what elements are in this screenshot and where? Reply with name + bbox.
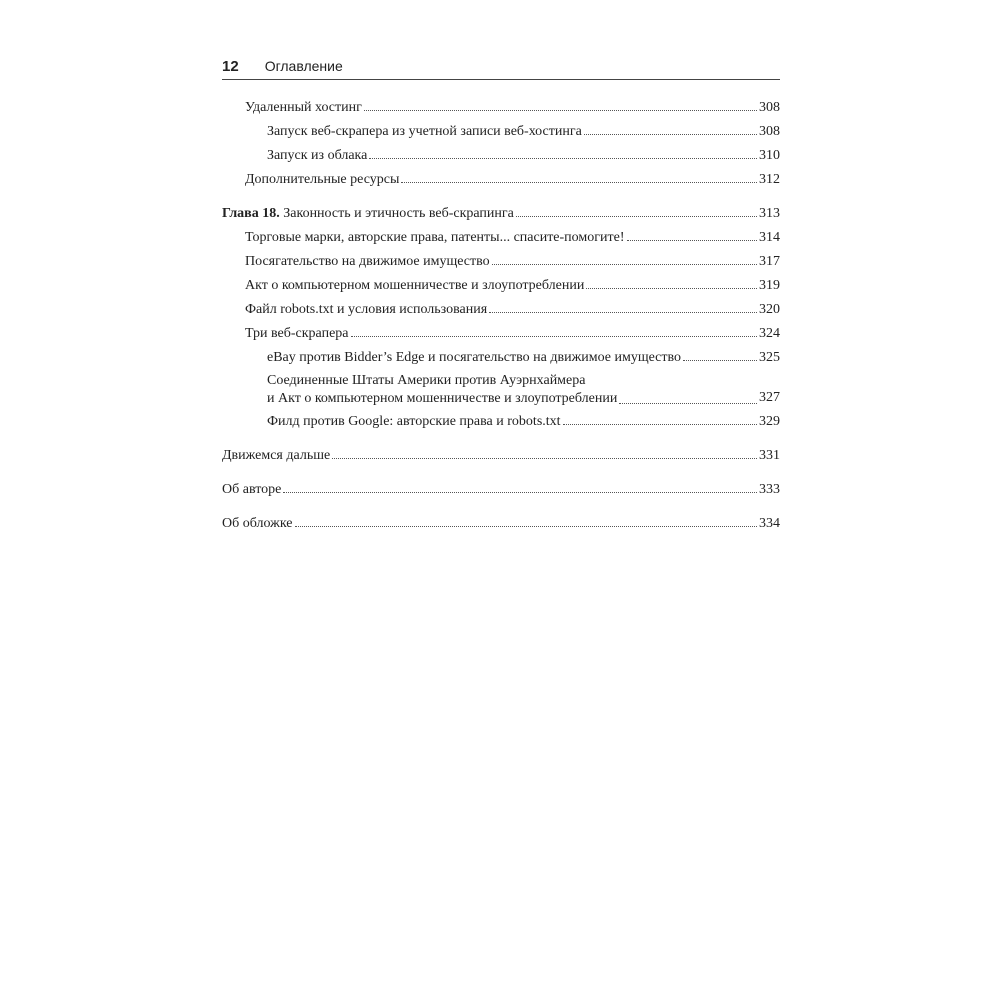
running-header [222, 58, 780, 80]
toc-entry-page: 313 [759, 206, 780, 221]
running-title: Оглавление [264, 58, 343, 74]
toc-entry-page: 317 [759, 254, 780, 269]
toc-entry[interactable] [222, 98, 780, 122]
dot-leader [295, 525, 758, 527]
toc-entry-page: 331 [759, 448, 780, 463]
dot-leader [489, 311, 757, 313]
book-page [222, 58, 780, 538]
toc-entry[interactable] [222, 170, 780, 194]
toc-entry-title-line1: Соединенные Штаты Америки против Ауэрнхаймера [267, 373, 586, 388]
toc-entry-title: Посягательство на движимое имущество [245, 254, 490, 269]
toc-entry-title: Запуск из облака [267, 148, 368, 163]
toc-entry[interactable] [222, 300, 780, 324]
toc-entry-page: 333 [759, 482, 780, 497]
dot-leader [401, 181, 757, 183]
table-of-contents [222, 98, 780, 538]
toc-entry-page: 314 [759, 230, 780, 245]
dot-leader [332, 457, 757, 459]
toc-entry[interactable] [222, 252, 780, 276]
toc-entry-page: 308 [759, 100, 780, 115]
toc-entry[interactable] [222, 514, 780, 538]
toc-entry-page: 334 [759, 516, 780, 531]
toc-entry-title: eBay против Bidder’s Edge и посягательство на движимое имущество [267, 350, 682, 365]
toc-entry-page: 319 [759, 278, 780, 293]
toc-entry-title: Три веб-скрапера [245, 326, 349, 341]
toc-entry[interactable] [222, 276, 780, 300]
toc-entry-title: Филд против Google: авторские права и robots.txt [267, 414, 561, 429]
dot-leader [492, 263, 757, 265]
toc-entry-title: Об авторе [222, 482, 282, 497]
toc-entry[interactable] [222, 228, 780, 252]
dot-leader [586, 287, 757, 289]
dot-leader [619, 402, 757, 404]
dot-leader [516, 215, 757, 217]
toc-entry-page: 324 [759, 326, 780, 341]
toc-entry-title: Движемся дальше [222, 448, 331, 463]
toc-entry[interactable] [222, 412, 780, 436]
toc-entry-title [267, 372, 617, 408]
toc-entry-page: 310 [759, 148, 780, 163]
toc-entry-title: Запуск веб-скрапера из учетной записи веб-хостинга [267, 124, 582, 139]
toc-entry[interactable] [222, 122, 780, 146]
dot-leader [563, 423, 757, 425]
dot-leader [351, 335, 757, 337]
toc-entry-title: Дополнительные ресурсы [245, 172, 400, 187]
toc-entry[interactable] [222, 446, 780, 470]
toc-entry-page: 327 [759, 390, 780, 405]
toc-entry-title: Удаленный хостинг [245, 100, 362, 115]
chapter-label: Глава 18. [222, 206, 280, 221]
toc-entry-title: Акт о компьютерном мошенничестве и злоупотреблении [245, 278, 585, 293]
dot-leader [369, 157, 757, 159]
page-number: 12 [222, 58, 239, 75]
dot-leader [584, 133, 757, 135]
toc-entry[interactable] [222, 146, 780, 170]
toc-entry[interactable] [222, 348, 780, 372]
toc-entry[interactable] [222, 324, 780, 348]
chapter-title: Законность и этичность веб-скрапинга [283, 206, 514, 221]
toc-entry-page: 308 [759, 124, 780, 139]
toc-entry-page: 329 [759, 414, 780, 429]
toc-entry-title: Торговые марки, авторские права, патенты... спасите-помогите! [245, 230, 625, 245]
toc-entry-page: 325 [759, 350, 780, 365]
toc-entry-title [222, 204, 514, 224]
toc-entry[interactable] [222, 372, 780, 408]
toc-chapter-entry[interactable] [222, 204, 780, 228]
toc-entry-page: 320 [759, 302, 780, 317]
toc-entry-title: Файл robots.txt и условия использования [245, 302, 488, 317]
dot-leader [683, 359, 757, 361]
toc-entry-page: 312 [759, 172, 780, 187]
toc-entry[interactable] [222, 480, 780, 504]
dot-leader [283, 491, 757, 493]
toc-entry-title-line2: и Акт о компьютерном мошенничестве и злоупотреблении [267, 391, 618, 406]
dot-leader [627, 239, 758, 241]
dot-leader [364, 109, 757, 111]
toc-entry-title: Об обложке [222, 516, 293, 531]
